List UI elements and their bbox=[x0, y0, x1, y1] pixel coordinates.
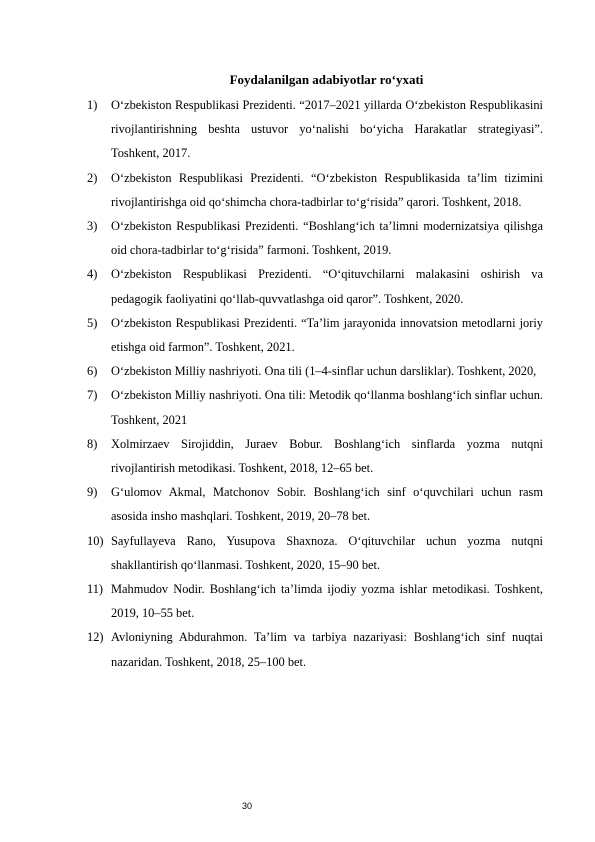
reference-item bbox=[87, 383, 543, 431]
reference-item bbox=[87, 577, 543, 625]
reference-item bbox=[87, 625, 543, 673]
reference-number: 1) bbox=[87, 98, 98, 112]
reference-item bbox=[87, 214, 543, 262]
reference-text: Sayfullayeva Rano, Yusupova Shaxnoza. O‘qituvchilar uchun yozma nutqni shakllantirish qo‘llanmasi. Toshkent, 2020, 15–90 bet. bbox=[111, 533, 543, 572]
reference-text: O‘zbekiston Respublikasi Prezidenti. “2017–2021 yillarda O‘zbekiston Respublikasini rivojlantirishning beshta ustuvor yo‘nalishi bo‘yicha Harakatlar strategiyasi”. Toshkent, 2017. bbox=[111, 98, 543, 161]
reference-number: 8) bbox=[87, 436, 98, 451]
reference-item bbox=[87, 262, 543, 310]
bibliography-title: Foydalanilgan adabiyotlar ro‘yxati bbox=[229, 72, 424, 87]
reference-number: 12) bbox=[87, 630, 104, 645]
reference-text: O‘zbekiston Milliy nashriyoti. Ona tili (1–4-sinflar uchun darsliklar). Toshkent, 2020, bbox=[111, 364, 537, 379]
reference-number: 7) bbox=[87, 388, 98, 403]
reference-number: 4) bbox=[87, 267, 98, 282]
reference-number: 5) bbox=[87, 315, 98, 330]
reference-number: 6) bbox=[87, 364, 98, 379]
reference-item bbox=[87, 359, 543, 383]
reference-item bbox=[87, 93, 543, 166]
reference-number: 10) bbox=[87, 533, 104, 548]
reference-item bbox=[87, 432, 543, 480]
reference-text: O‘zbekiston Respublikasi Prezidenti. “Ta’lim jarayonida innovatsion metodlarni joriy etishga oid farmon”. Toshkent, 2021. bbox=[111, 315, 543, 355]
reference-item bbox=[87, 480, 543, 528]
reference-number: 3) bbox=[87, 219, 98, 234]
reference-number: 2) bbox=[87, 170, 98, 185]
page-number: 30 bbox=[242, 801, 253, 811]
reference-text: Avloniyning Abdurahmon. Ta’lim va tarbiya nazariyasi: Boshlang‘ich sinf nuqtai nazaridan. Toshkent, 2018, 25–100 bet. bbox=[111, 630, 543, 669]
reference-text: Xolmirzaev Sirojiddin, Juraev Bobur. Boshlang‘ich sinflarda yozma nutqni rivojlantirish metodikasi. Toshkent, 2018, 12–65 bet. bbox=[111, 436, 543, 476]
reference-text: O‘zbekiston Respublikasi Prezidenti. “Boshlang‘ich ta’limni modernizatsiya qilishga oid chora-tadbirlar to‘g‘risida” farmoni. Toshkent, 2019. bbox=[111, 219, 543, 258]
reference-text: O‘zbekiston Milliy nashriyoti. Ona tili: Metodik qo‘llanma boshlang‘ich sinflar uchun. Toshkent, 2021 bbox=[111, 388, 543, 427]
reference-number: 9) bbox=[87, 485, 98, 500]
reference-text: O‘zbekiston Respublikasi Prezidenti. “O‘qituvchilarni malakasini oshirish va pedagogik faoliyatini qo‘llab-quvvatlashga oid qaror”. Toshkent, 2020. bbox=[111, 267, 543, 306]
reference-item bbox=[87, 166, 543, 214]
reference-item bbox=[87, 311, 543, 359]
reference-text: O‘zbekiston Respublikasi Prezidenti. “O‘zbekiston Respublikasida ta’lim tizimini rivojlantirishga oid qo‘shimcha chora-tadbirlar to‘g‘risida” qarori. Toshkent, 2018. bbox=[111, 170, 543, 209]
reference-item bbox=[87, 529, 543, 577]
reference-text: Mahmudov Nodir. Boshlang‘ich ta’limda ijodiy yozma ishlar metodikasi. Toshkent, 2019, 10–55 bet. bbox=[111, 582, 543, 621]
reference-number: 11) bbox=[87, 582, 104, 597]
reference-text: G‘ulomov Akmal, Matchonov Sobir. Boshlang‘ich sinf o‘quvchilari uchun rasm asosida insho mashqlari. Toshkent, 2019, 20–78 bet. bbox=[111, 485, 543, 524]
reference-list bbox=[87, 93, 543, 674]
